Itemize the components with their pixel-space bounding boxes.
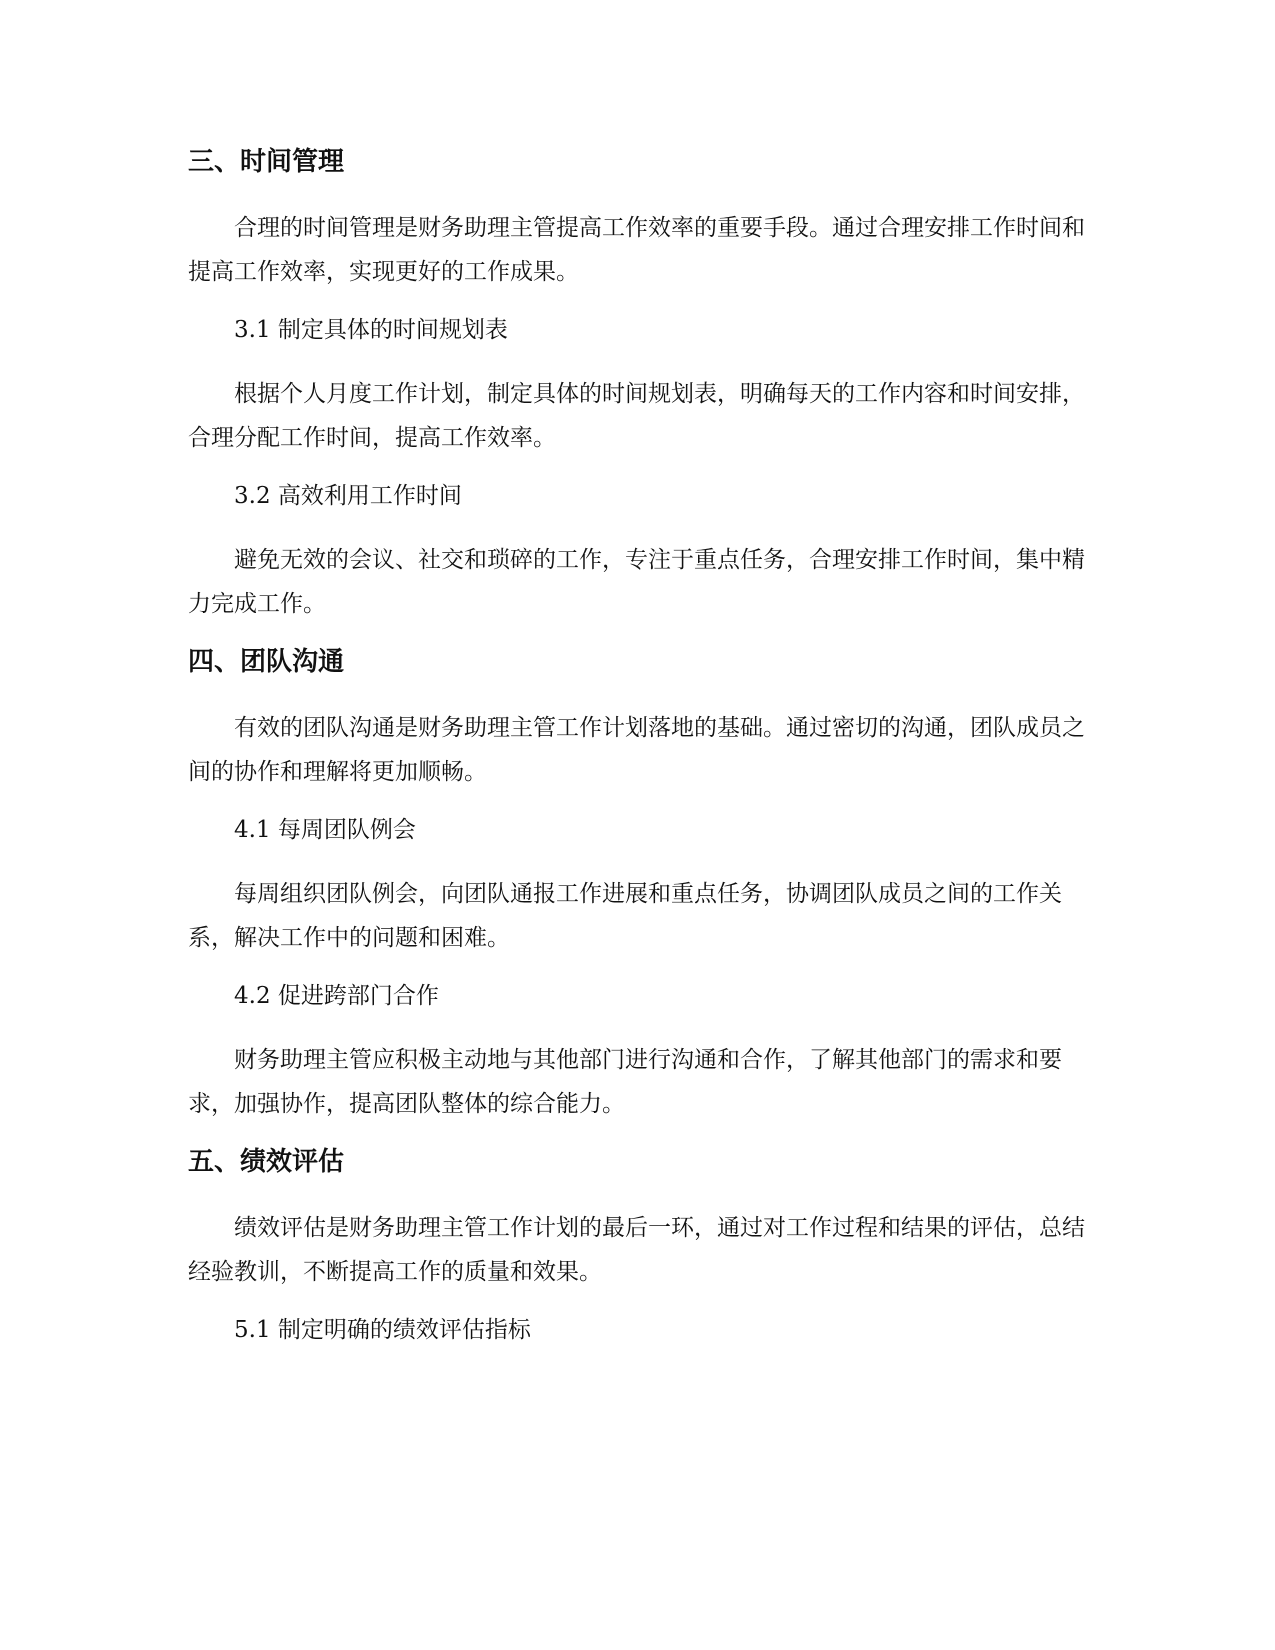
section-intro-paragraph: 有效的团队沟通是财务助理主管工作计划落地的基础。通过密切的沟通，团队成员之间的协作和理解将更加顺畅。 bbox=[188, 715, 1085, 785]
section-heading-time-management: 三、时间管理 bbox=[188, 147, 345, 177]
document-body bbox=[188, 144, 1088, 1372]
section-intro-paragraph: 合理的时间管理是财务助理主管提高工作效率的重要手段。通过合理安排工作时间和提高工作效率，实现更好的工作成果。 bbox=[188, 215, 1085, 285]
subsection-heading-4-2: 4.2 促进跨部门合作 bbox=[234, 983, 439, 1009]
section-heading-performance-evaluation: 五、绩效评估 bbox=[188, 1147, 345, 1177]
subsection-heading-3-1: 3.1 制定具体的时间规划表 bbox=[234, 317, 508, 343]
section-intro-paragraph: 绩效评估是财务助理主管工作计划的最后一环，通过对工作过程和结果的评估，总结经验教训，不断提高工作的质量和效果。 bbox=[188, 1215, 1085, 1285]
subsection-body-paragraph: 每周组织团队例会，向团队通报工作进展和重点任务，协调团队成员之间的工作关系，解决工作中的问题和困难。 bbox=[188, 881, 1062, 951]
subsection-heading-3-2: 3.2 高效利用工作时间 bbox=[234, 483, 462, 509]
subsection-body-paragraph: 根据个人月度工作计划，制定具体的时间规划表，明确每天的工作内容和时间安排，合理分配工作时间，提高工作效率。 bbox=[188, 381, 1085, 451]
subsection-body-paragraph: 避免无效的会议、社交和琐碎的工作，专注于重点任务，合理安排工作时间，集中精力完成工作。 bbox=[188, 547, 1085, 617]
subsection-heading-5-1: 5.1 制定明确的绩效评估指标 bbox=[234, 1317, 531, 1343]
section-heading-team-communication: 四、团队沟通 bbox=[188, 647, 345, 677]
subsection-body-paragraph: 财务助理主管应积极主动地与其他部门进行沟通和合作，了解其他部门的需求和要求，加强协作，提高团队整体的综合能力。 bbox=[188, 1047, 1062, 1117]
subsection-heading-4-1: 4.1 每周团队例会 bbox=[234, 817, 416, 843]
